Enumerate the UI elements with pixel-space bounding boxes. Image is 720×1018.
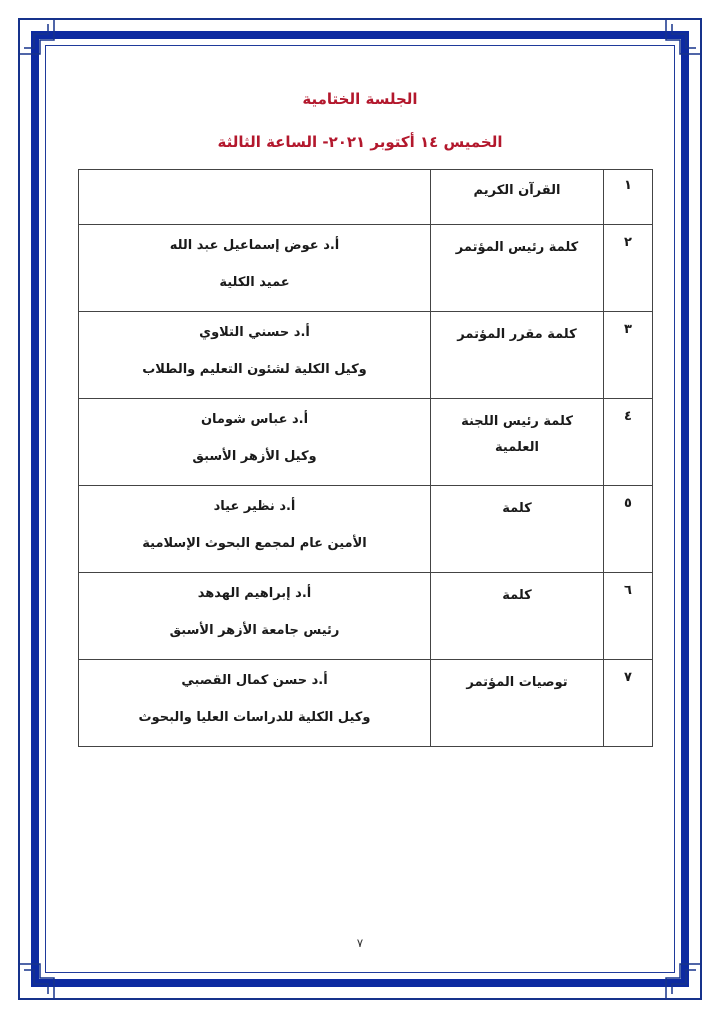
- speaker-cell: [79, 660, 431, 747]
- program-table: [78, 169, 653, 747]
- row-number: ٥: [604, 486, 653, 573]
- speaker-role: وكيل الكلية للدراسات العليا والبحوث: [138, 710, 371, 725]
- speaker-role: الأمين عام لمجمع البحوث الإسلامية: [142, 536, 367, 551]
- agenda-item: القرآن الكريم: [431, 170, 604, 225]
- table-row: [79, 312, 653, 399]
- speaker-name: أ.د عباس شومان: [200, 412, 309, 427]
- agenda-item: كلمة: [431, 573, 604, 660]
- agenda-item: توصيات المؤتمر: [431, 660, 604, 747]
- speaker-name: أ.د عوض إسماعيل عبد الله: [169, 238, 340, 253]
- speaker-name: أ.د نظير عياد: [213, 499, 296, 514]
- speaker-cell: [79, 170, 431, 225]
- row-number: ١: [604, 170, 653, 225]
- session-title: الجلسة الختامية: [302, 90, 418, 108]
- agenda-item: كلمة مقرر المؤتمر: [431, 312, 604, 399]
- row-number: ٢: [604, 225, 653, 312]
- session-datetime: الخميس ١٤ أكتوبر ٢٠٢١- الساعة الثالثة: [217, 133, 503, 151]
- speaker-name: أ.د حسن كمال القصبي: [181, 673, 328, 688]
- agenda-item: كلمة رئيس اللجنة العلمية: [431, 399, 604, 486]
- speaker-cell: [79, 225, 431, 312]
- table-row: [79, 399, 653, 486]
- row-number: ٣: [604, 312, 653, 399]
- table-row: [79, 225, 653, 312]
- row-number: ٧: [604, 660, 653, 747]
- speaker-role: وكيل الكلية لشئون التعليم والطلاب: [142, 362, 367, 377]
- row-number: ٤: [604, 399, 653, 486]
- speaker-cell: [79, 312, 431, 399]
- speaker-name: أ.د حسني التلاوي: [199, 325, 310, 340]
- speaker-cell: [79, 486, 431, 573]
- table-row: [79, 486, 653, 573]
- speaker-cell: [79, 573, 431, 660]
- agenda-item: كلمة رئيس المؤتمر: [431, 225, 604, 312]
- speaker-name: أ.د إبراهيم الهدهد: [197, 586, 312, 601]
- table-row: [79, 573, 653, 660]
- speaker-role: وكيل الأزهر الأسبق: [192, 449, 317, 464]
- speaker-role: عميد الكلية: [219, 275, 290, 290]
- table-row: [79, 170, 653, 225]
- table-row: [79, 660, 653, 747]
- page-number: ٧: [356, 936, 364, 950]
- row-number: ٦: [604, 573, 653, 660]
- speaker-role: رئيس جامعة الأزهر الأسبق: [169, 623, 340, 638]
- agenda-item: كلمة: [431, 486, 604, 573]
- speaker-cell: [79, 399, 431, 486]
